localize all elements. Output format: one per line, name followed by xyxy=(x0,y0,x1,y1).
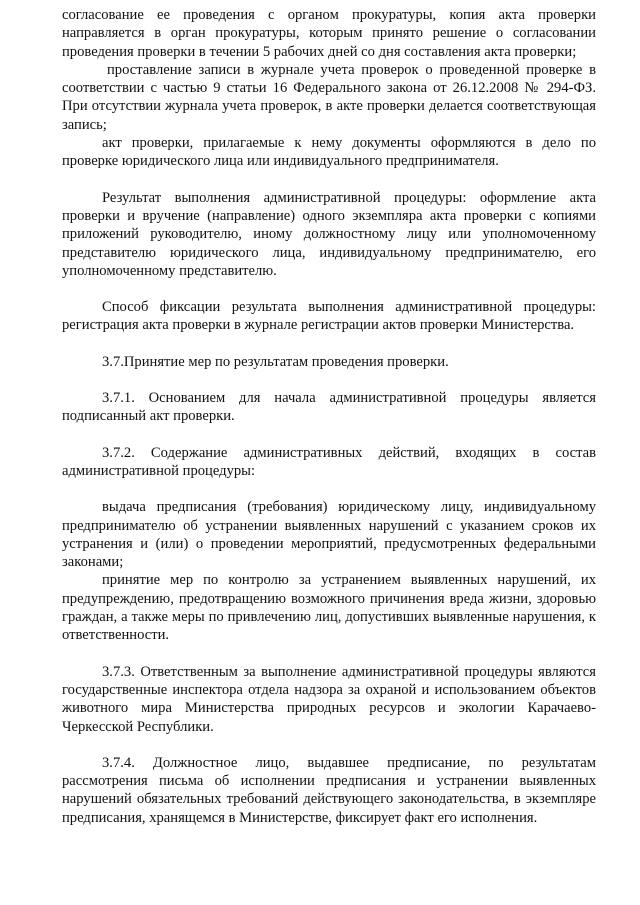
paragraph-prosecutor-copy: согласование ее проведения с органом прокуратуры, копия акта проверки направляется в орган прокуратуры, которым принято решение о согласовании проведения проверки в течении 5 рабочих дней со дня составления акта проверки; xyxy=(62,7,596,60)
paragraph-procedure-result: Результат выполнения административной процедуры: оформление акта проверки и вручение (направление) одного экземпляра акта проверки с копиями приложений руководителю, иному должностному лицу или уполномоченному представителю юридического лица, индивидуальному предпринимателю, его уполномоченному представителю. xyxy=(62,189,596,279)
paragraph-journal-entry: проставление записи в журнале учета проверок о проведенной проверке в соответствии с частью 9 статьи 16 Федерального закона от 26.12.2008 № 294-ФЗ. При отсутствии журнала учета проверок, в акте проверки делается соответствующая запись; xyxy=(62,61,596,133)
document-page xyxy=(62,6,596,827)
paragraph-inspection-act-file: акт проверки, прилагаемые к нему документы оформляются в дело по проверке юридического лица или индивидуального предпринимателя. xyxy=(62,135,596,170)
section-heading-3-7: 3.7.Принятие мер по результатам проведения проверки. xyxy=(102,353,449,370)
spacer xyxy=(62,371,596,389)
paragraph-issue-order: выдача предписания (требования) юридическому лицу, индивидуальному предпринимателю об устранении выявленных нарушений с указанием сроков их устранения и (или) о проведении мероприятий, предусмотренных федеральными законами; xyxy=(62,499,596,571)
paragraph-result-recording: Способ фиксации результата выполнения административной процедуры: регистрация акта проверки в журнале регистрации актов проверки Министерства. xyxy=(62,299,596,334)
paragraph-3-7-3: 3.7.3. Ответственным за выполнение административной процедуры являются государственные инспектора отдела надзора за охраной и использованием объектов животного мира Министерства природных ресурсов и экологии Карачаево-Черкесской Республики. xyxy=(62,663,596,735)
spacer xyxy=(62,335,596,353)
spacer xyxy=(62,426,596,444)
paragraph-3-7-4: 3.7.4. Должностное лицо, выдавшее предписание, по результатам рассмотрения письма об исполнении предписания и устранении выявленных нарушений обязательных требований действующего законодательства, в экземпляре предписания, хранящемся в Министерстве, фиксирует факт его исполнения. xyxy=(62,754,596,826)
paragraph-3-7-1: 3.7.1. Основанием для начала административной процедуры является подписанный акт проверки. xyxy=(62,390,596,425)
paragraph-3-7-2: 3.7.2. Содержание административных действий, входящих в состав административной процедуры: xyxy=(62,444,596,479)
spacer xyxy=(62,480,596,498)
spacer xyxy=(62,736,596,754)
spacer xyxy=(62,171,596,189)
spacer xyxy=(62,645,596,663)
spacer xyxy=(62,280,596,298)
paragraph-control-measures: принятие мер по контролю за устранением выявленных нарушений, их предупреждению, предотвращению возможного причинения вреда жизни, здоровью граждан, а также меры по привлечению лиц, допустивших выявленные нарушения, к ответственности. xyxy=(62,572,596,644)
